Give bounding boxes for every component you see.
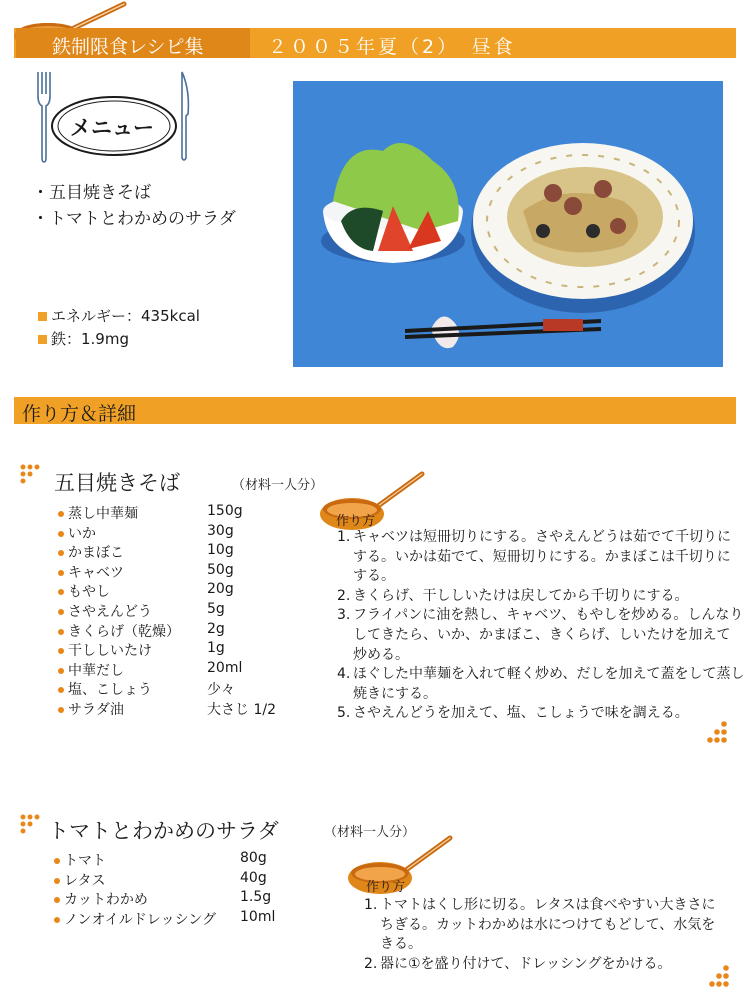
energy-value: エネルギー：435kcal (51, 307, 200, 325)
ingredient-name: もやし (68, 584, 110, 601)
ingredient-qty: 40g (240, 869, 267, 886)
step-text: 焼きにする。 (353, 685, 437, 702)
dot-bullet-icon (58, 589, 64, 595)
ingredient-name: 塩、こしょう (68, 682, 152, 699)
step-text: してきたら、いか、かまぼこ、きくらげ、しいたけを加えて (353, 627, 731, 643)
ingredient-qty: 10ml (240, 908, 276, 925)
step-text: 炒める。 (353, 646, 409, 663)
step-text: する。 (353, 568, 395, 585)
meal-photo (293, 81, 723, 367)
ingredient-qty: 150g (207, 503, 243, 519)
square-bullet-icon (38, 312, 47, 321)
dish-title-salad: トマトとわかめのサラダ (48, 819, 279, 843)
ingredient-item (54, 889, 148, 909)
ingredient-item (58, 581, 110, 601)
step-text: フライパンに油を熱し、キャベツ、もやしを炒める。しんなり (353, 607, 744, 624)
pan-label: 作り方 (336, 514, 376, 529)
ingredient-item (58, 660, 124, 680)
ingredient-name: いか (68, 525, 96, 542)
ingredient-qty: 10g (207, 542, 234, 559)
ingredient-name: キャベツ (68, 564, 124, 581)
dot-bullet-icon (58, 609, 64, 615)
step-text: きくらげ、干ししいたけは戻してから千切りにする。 (353, 587, 689, 604)
ingredient-name: ノンオイルドレッシング (64, 911, 216, 928)
ingredient-name: 干ししいたけ (68, 643, 152, 660)
step-number: 2. (337, 587, 351, 604)
energy-info (38, 305, 200, 326)
dots-corner-icon (702, 964, 732, 992)
dot-bullet-icon (58, 531, 64, 537)
step-text: キャベツは短冊切りにする。さやえんどうは茹でて千切りに (353, 529, 731, 545)
dots-corner-icon (700, 720, 730, 748)
step-text: する。いかは茹でて、短冊切りにする。かまぼこは千切りに (353, 548, 731, 565)
dot-bullet-icon (54, 917, 60, 923)
ingredient-qty: 1.5g (240, 889, 272, 906)
ingredient-item (58, 503, 138, 523)
pan-label: 作り方 (366, 880, 406, 895)
ingredient-item (54, 850, 106, 870)
section-title: 作り方＆詳細 (22, 403, 137, 425)
ingredient-qty: 少々 (207, 682, 235, 699)
ingredient-name: レタス (64, 872, 106, 889)
ingredient-qty: 2g (207, 620, 225, 637)
step-text: トマトはくし形に切る。レタスは食べやすい大きさに (380, 897, 716, 913)
step-text: ちぎる。カットわかめは水につけてもどして、水気を (380, 916, 716, 933)
ingredient-name: カットわかめ (64, 892, 148, 909)
ingredient-item (58, 542, 124, 562)
ingredient-qty: 1g (207, 640, 225, 657)
ingredient-item (58, 679, 152, 699)
ingredient-item (58, 523, 96, 543)
iron-info (38, 328, 129, 349)
ingredient-item (54, 870, 105, 890)
dot-bullet-icon (58, 511, 64, 517)
dot-bullet-icon (54, 878, 60, 884)
dot-bullet-icon (58, 570, 64, 576)
dots-bullet-icon (20, 814, 44, 838)
dot-bullet-icon (54, 897, 60, 903)
dots-bullet-icon (20, 464, 44, 488)
header-subtitle: ２００５年夏（2） 昼食 (268, 36, 516, 58)
ingredient-qty: 20ml (207, 659, 243, 676)
ingredient-qty: 大さじ 1/2 (207, 702, 276, 718)
step-number: 1. (364, 897, 378, 913)
header-brand-box (16, 28, 250, 58)
header-brand: 鉄制限食レシピ集 (52, 36, 204, 58)
ingredient-qty: 80g (240, 850, 267, 866)
ingredient-name: サラダ油 (68, 702, 124, 718)
ingredient-item (54, 909, 216, 929)
dish-title-yakisoba: 五目焼きそば (54, 471, 180, 495)
ingredient-name: 蒸し中華麺 (68, 506, 138, 522)
dot-bullet-icon (58, 687, 64, 693)
dot-bullet-icon (54, 858, 60, 864)
step-text: きる。 (380, 936, 422, 953)
ingredient-name: トマト (64, 853, 106, 869)
ingredient-name: かまぼこ (68, 545, 124, 562)
ingredient-qty: 5g (207, 601, 225, 617)
dot-bullet-icon (58, 629, 64, 635)
step-number: 3. (337, 607, 351, 624)
servings-label: （材料一人分） (232, 478, 324, 493)
step-text: さやえんどうを加えて、塩、こしょうで味を調える。 (353, 705, 689, 722)
step-number: 2. (364, 955, 378, 972)
ingredient-item (58, 640, 152, 660)
iron-value: 鉄：1.9mg (51, 330, 129, 348)
ingredient-name: きくらげ（乾燥） (68, 623, 180, 640)
ingredient-qty: 20g (207, 581, 234, 598)
section-bar (14, 397, 736, 424)
menu-item-yakisoba: ・五目焼きそば (32, 183, 151, 203)
dot-bullet-icon (58, 550, 64, 556)
step-text: 器に①を盛り付けて、ドレッシングをかける。 (380, 955, 672, 972)
ingredient-name: 中華だし (68, 662, 124, 679)
menu-label: メニュー (70, 116, 154, 140)
dot-bullet-icon (58, 707, 64, 713)
ingredient-item (58, 621, 180, 641)
ingredient-item (58, 601, 152, 621)
servings-label: （材料一人分） (324, 825, 416, 840)
dot-bullet-icon (58, 668, 64, 674)
square-bullet-icon (38, 335, 47, 344)
ingredient-qty: 50g (207, 561, 234, 578)
ingredient-qty: 30g (207, 522, 234, 539)
step-number: 4. (337, 666, 351, 683)
step-text: ほぐした中華麺を入れて軽く炒め、だしを加えて蓋をして蒸し (353, 666, 745, 683)
menu-item-salad: ・トマトとわかめのサラダ (32, 209, 236, 229)
step-number: 1. (337, 529, 351, 545)
step-number: 5. (337, 705, 351, 722)
ingredient-item (58, 562, 124, 582)
dot-bullet-icon (58, 648, 64, 654)
ingredient-item (58, 699, 124, 719)
ingredient-name: さやえんどう (68, 604, 152, 620)
